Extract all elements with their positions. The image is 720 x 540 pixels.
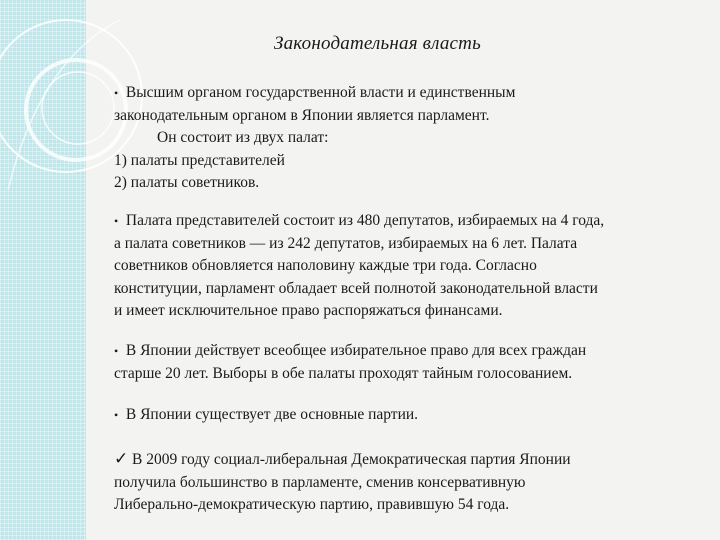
text-line: ✓ В 2009 году социал-либеральная Демократическая партия Японии: [114, 448, 700, 472]
bullet-icon: •: [114, 214, 119, 228]
paragraph-elections-2009: [114, 448, 700, 517]
paragraph-chambers: [114, 210, 700, 323]
text-line: 1) палаты представителей: [114, 151, 285, 169]
bullet-icon: •: [114, 86, 119, 100]
text-line: Либерально-демократическую партию, правившую 54 года.: [114, 496, 510, 513]
bullet-icon: •: [114, 408, 119, 422]
text-line: старше 20 лет. Выборы в обе палаты проходят тайным голосованием.: [114, 364, 573, 382]
check-icon: ✓: [114, 449, 129, 468]
text-line: конституции, парламент обладает всей полнотой законодательной власти: [114, 279, 598, 297]
paragraph-parties: [114, 404, 700, 427]
slide-content: [114, 0, 704, 540]
text-line: советников обновляется наполовину каждые три года. Согласно: [114, 257, 537, 274]
text-line: • В Японии существует две основные партии.: [114, 404, 700, 427]
text-line: законодательным органом в Японии является парламент.: [114, 106, 490, 124]
text-line: получила большинство в парламенте, сменив консервативную: [114, 473, 526, 491]
text-line: а палата советников — из 242 депутатов, избираемых на 6 лет. Палата: [114, 234, 578, 252]
bullet-icon: •: [114, 344, 119, 358]
slide-title: Законодательная власть: [274, 33, 481, 54]
text-line: Он состоит из двух палат:: [157, 129, 329, 146]
text-line: и имеет исключительное право распоряжаться финансами.: [114, 302, 503, 319]
paragraph-parliament: [114, 82, 700, 195]
text-line: • Высшим органом государственной власти и единственным: [114, 82, 700, 105]
paragraph-suffrage: [114, 340, 700, 385]
text-line: • Палата представителей состоит из 480 депутатов, избираемых на 4 года,: [114, 210, 700, 233]
decorative-ring-small: [42, 72, 114, 144]
text-line: 2) палаты советников.: [114, 174, 260, 191]
decorative-ring-medium: [26, 60, 126, 160]
text-line: • В Японии действует всеобщее избирательное право для всех граждан: [114, 340, 700, 363]
